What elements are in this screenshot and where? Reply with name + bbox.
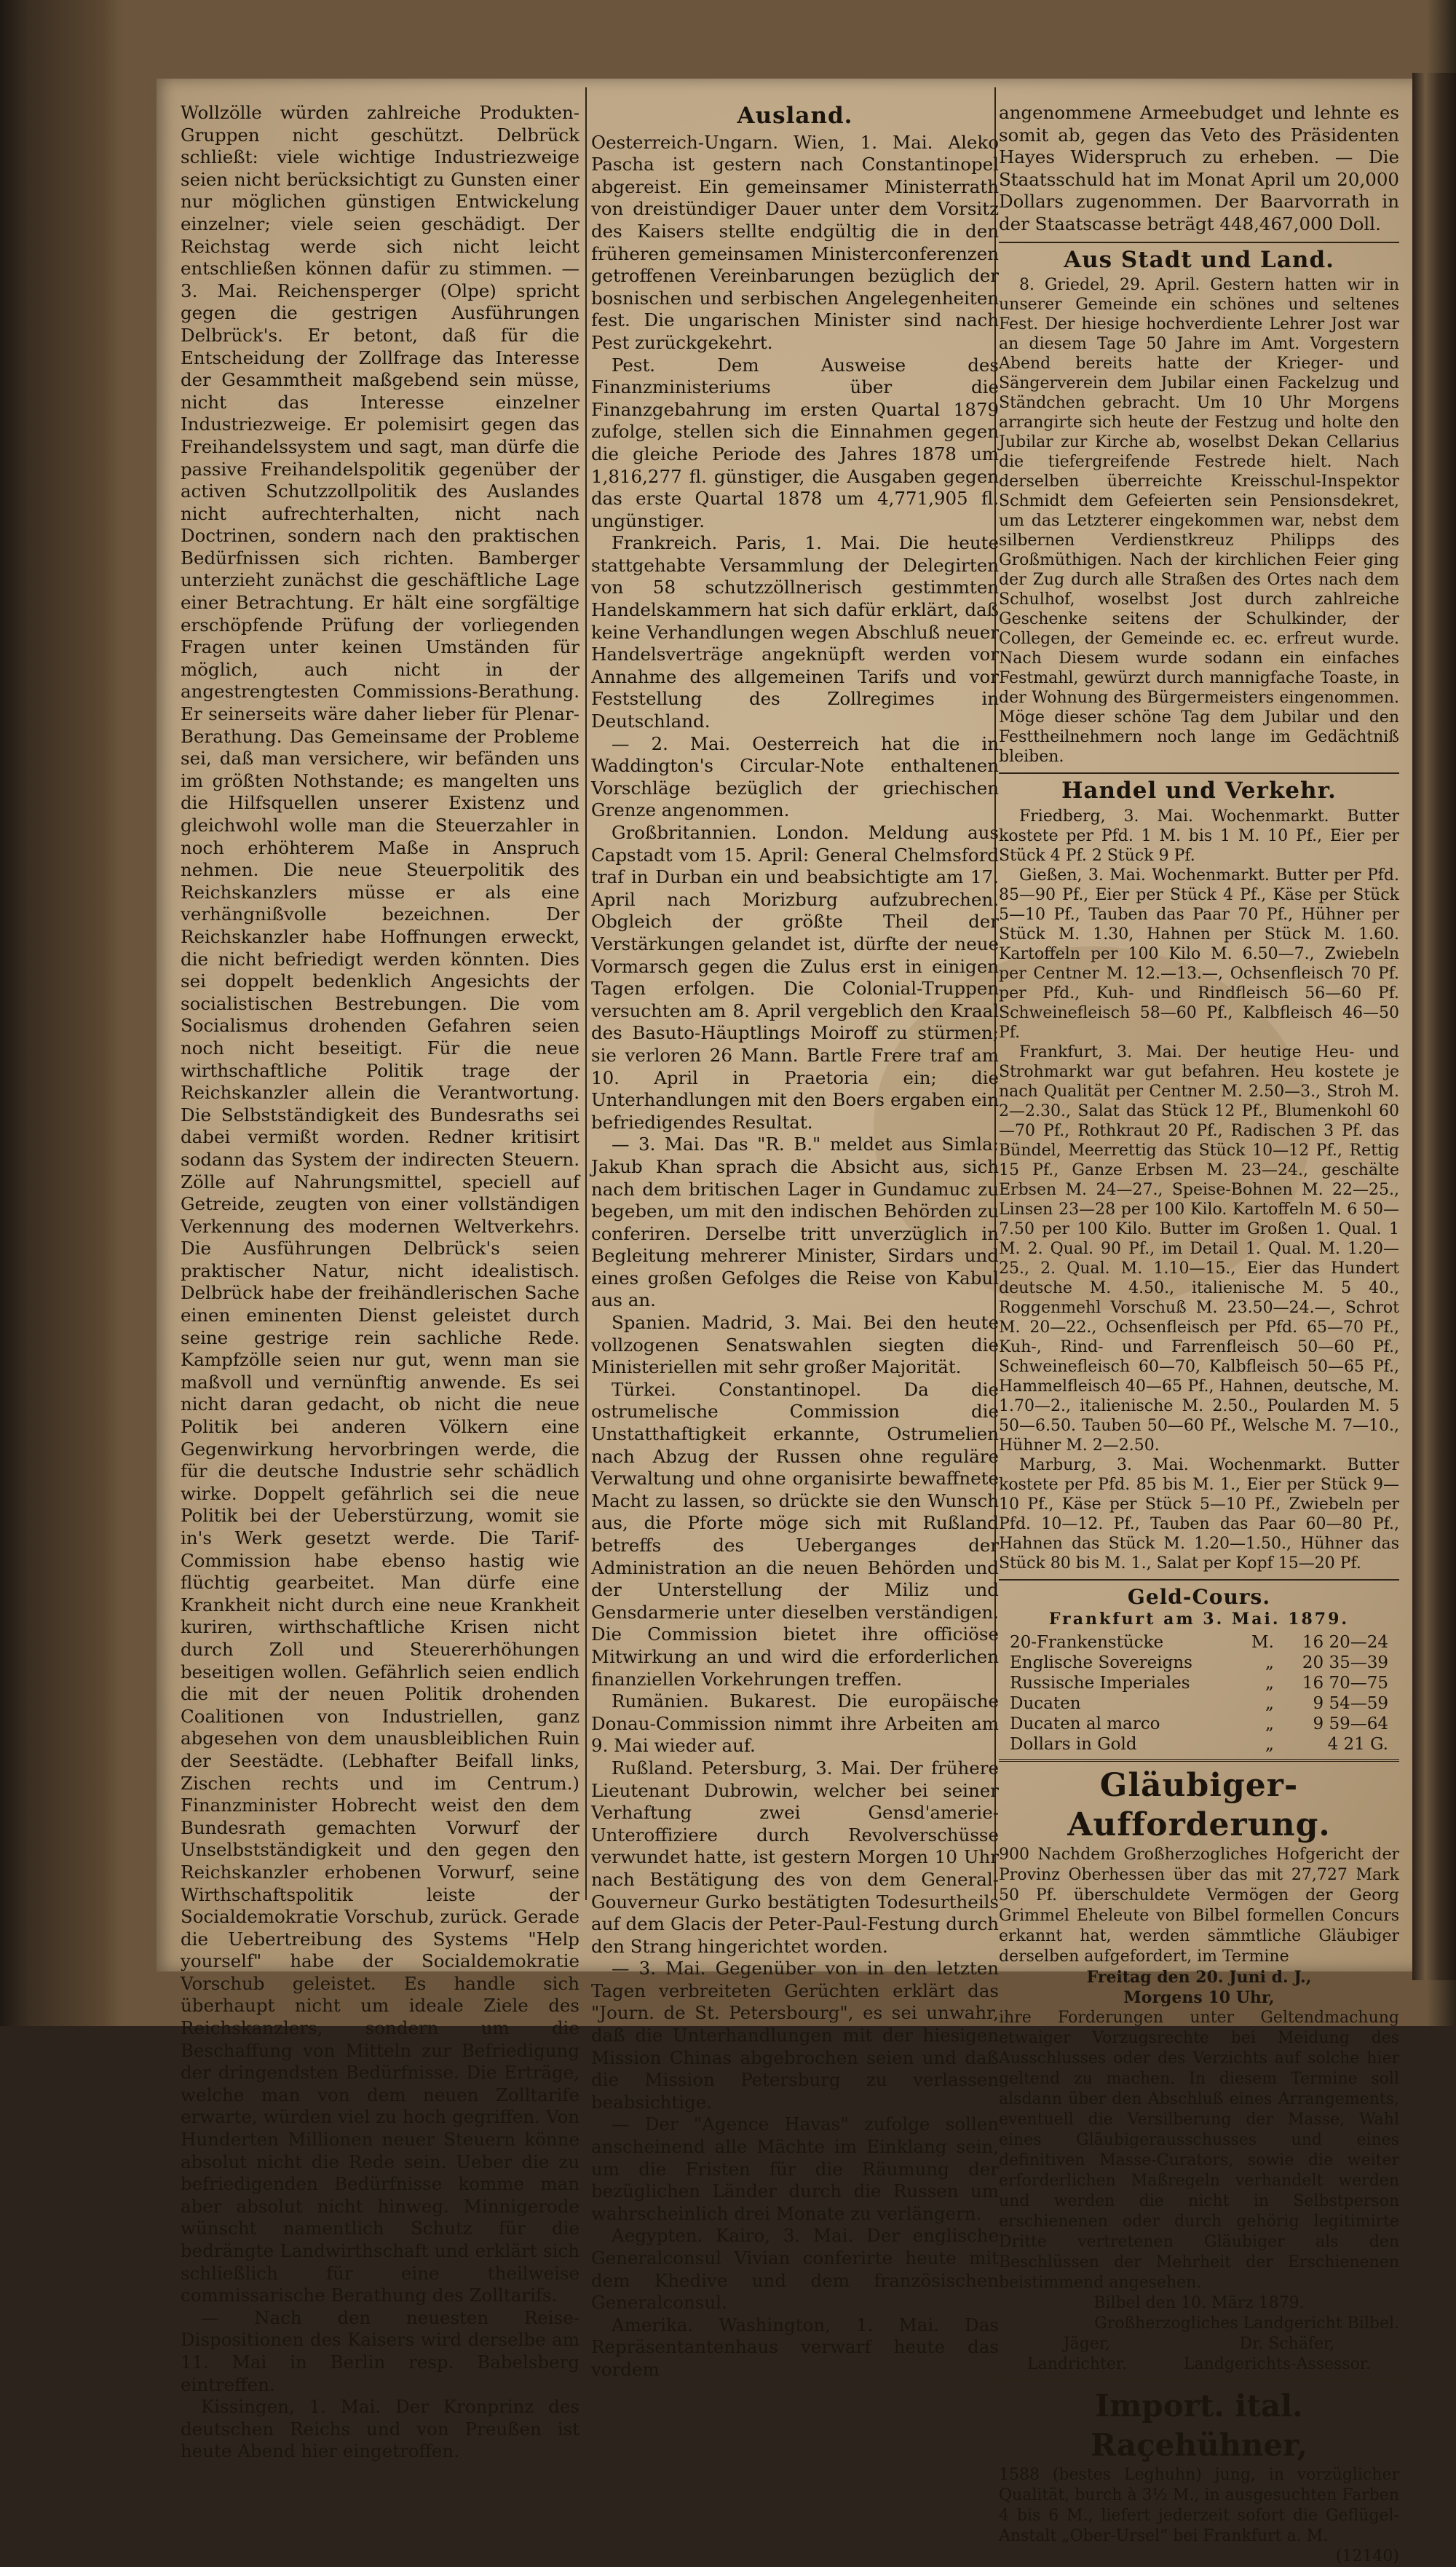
cours-unit: „ <box>1265 1714 1274 1734</box>
article-tuerkei: Türkei. Constantinopel. Da die ostrumelische Commission die Unstatthaftigkeit erkannte, Ostrumelien nach Abzug der Russen ohne reguläre Verwaltung und ohne organisirte bewaffnete Macht zu lassen, so drückte sie den Wunsch aus, die Pforte möge sich mit Rußland betreffs des Ueberganges der Administration an die neuen Behörden und der Unterstellung der Miliz und Gensdarmerie unter dieselben verständigen. Die Commission bietet ihre officiöse Mitwirkung an und wird die erforderlichen finanziellen Vorkehrungen treffen. <box>591 1378 999 1690</box>
ad-glaeubiger-text: 900 Nachdem Großherzogliches Hofgericht der Provinz Oberhessen über das mit 27,727 Mark 50 Pf. überschuldete Vermögen der Georg Grimmel Eheleute von Bilbel formellen Concurs erkannt hat, werden sämmtliche Gläubiger derselben aufgefordert, im Termine <box>999 1846 1399 1966</box>
cours-unit: M. <box>1251 1633 1274 1653</box>
ad-glaeubiger-time: Morgens 10 Uhr, <box>1123 1988 1275 2008</box>
cours-name: 20-Frankenstücke <box>1010 1633 1164 1653</box>
article-amerika: Amerika. Washington, 1. Mai. Das Repräsentantenhaus verwarf heute das vordem <box>591 2314 999 2380</box>
cours-row <box>1007 1714 1391 1734</box>
section-heading-ausland: Ausland. <box>737 103 853 129</box>
divider <box>999 772 1399 774</box>
article-russland-2: — 3. Mai. Gegenüber von in den letzten Tagen verbreiteten Gerüchten erklärt das "Journ. de St. Petersbourg", es sei unwahr, daß die Unterhandlungen mit der hiesigen Mission Chinas abgebrochen seien und daß die Mission Petersburg zu verlassen beabsichtige. <box>591 1958 999 2113</box>
article-agence-havas: — Der "Agence Havas" zufolge sollen anscheinend alle Mächte im Einklang sein, um die Fristen für die Räumung der bezüglichen Länder durch die Russen um wahrscheinlich drei Monate zu verlängern. <box>591 2113 999 2224</box>
cours-value: 9 59—64 <box>1313 1714 1388 1734</box>
ad-glaeubiger-place: Bilbel den 10. März 1879. <box>1093 2294 1305 2313</box>
divider <box>999 1759 1399 1762</box>
ad-huehner-text: 1588 (bestes Leghuhn) jung, in vorzüglicher Qualität, burch à 3½ M., in ausgesuchten Farben 4 bis 6 M., liefert jederzeit sofort die Geflügel-Anstalt „Ober-Ursel“ bei Frankfurt a. M. <box>999 2466 1399 2546</box>
divider <box>999 1579 1399 1581</box>
cours-value: 9 54—59 <box>1313 1694 1388 1714</box>
cours-row <box>1007 1632 1391 1653</box>
market-frankfurt: Frankfurt, 3. Mai. Der heutige Heu- und Strohmarkt war gut befahren. Heu kostete je nach Qualität per Centner M. 2.50—3., Stroh M. 2—2.30., Salat das Stück 12 Pf., Blumenkohl 60—70 Pf., Rothkraut 20 Pf., Radischen 3 Pf. das Bündel, Meerrettig das Stück 10—12 Pf., Rettig 15 Pf., Ganze Erbsen M. 23—24., geschälte Erbsen M. 24—27., Speise-Bohnen M. 22—25., Linsen 23—28 per 100 Kilo. Kartoffeln M. 6 50—7.50 per 100 Kilo. Butter im Großen 1. Qual. 1 M. 2. Qual. 90 Pf., im Detail 1. Qual. M. 1.20—25., 2. Qual. M. 1.10—15., Eier das Hundert deutsche M. 4.50., italienische M. 5 40., Roggenmehl Vorschuß M. 23.50—24.—, Schrot M. 20—22., Ochsenfleisch per Pfd. 65—70 Pf., Kuh-, Rind- und Farrenfleisch 50—60 Pf., Schweinefleisch 60—70, Kalbfleisch 50—65 Pf., Hammelfleisch 40—65 Pf., Hahnen, deutsche, M. 1.70—2., italienische M. 2.50., Poularden M. 5 50—6.50. Tauben 50—60 Pf., Welsche M. 7—10., Hühner M. 2—2.50. <box>999 1043 1399 1455</box>
cours-unit: „ <box>1265 1694 1274 1714</box>
cours-name: Dollars in Gold <box>1010 1735 1137 1755</box>
market-giessen: Gießen, 3. Mai. Wochenmarkt. Butter per Pfd. 85—90 Pf., Eier per Stück 4 Pf., Käse per Stück 5—10 Pf., Tauben das Paar 70 Pf., Hühner per Stück M. 1.30, Hahnen per Stück M. 1.60. Kartoffeln per 100 Kilo M. 6.50—7., Zwiebeln per Centner M. 12.—13.—, Ochsenfleisch 70 Pf. per Pfd., Kuh- und Rindfleisch 56—60 Pf. Schweinefleisch 58—60 Pf., Kalbfleisch 46—50 Pf. <box>999 866 1399 1042</box>
cours-name: Russische Imperiales <box>1010 1674 1190 1693</box>
article-spanien: Spanien. Madrid, 3. Mai. Bei den heute vollzogenen Senatswahlen siegten die Ministeriellen mit sehr großer Majorität. <box>591 1312 999 1378</box>
cours-value: 16 20—24 <box>1302 1633 1388 1653</box>
article-aegypten: Aegypten. Kairo, 3. Mai. Der englische Generalconsul Vivian conferirte heute mit dem Khedive und dem französischen Generalconsul. <box>591 2225 999 2314</box>
exchange-rate-table <box>1007 1632 1391 1755</box>
ad-glaeubiger-title: Gläubiger-Aufforderung. <box>1067 1767 1331 1844</box>
article-kissingen: Kissingen, 1. Mai. Der Kronprinz des deutschen Reichs und von Preußen ist heute Abend hier eingetroffen. <box>181 2396 579 2462</box>
article-frankreich-2: — 2. Mai. Oesterreich hat die in Waddington's Circular-Note enthaltenen Vorschläge bezüglich der griechischen Grenze angenommen. <box>591 732 999 821</box>
cours-row <box>1007 1673 1391 1693</box>
cours-unit: „ <box>1265 1653 1274 1673</box>
article-pest: Pest. Dem Ausweise des Finanzministeriums über die Finanzgebahrung im ersten Quartal 1879 zufolge, stellen sich die Einnahmen gegen die gleiche Periode des Jahres 1878 um 1,816,277 fl. günstiger, die Ausgaben gegen das erste Quartal 1878 um 4,771,905 fl. ungünstiger. <box>591 354 999 531</box>
ad-huehner-number: (12140) <box>1335 2547 1399 2566</box>
cours-unit: „ <box>1265 1674 1274 1693</box>
divider <box>999 242 1399 243</box>
signature-2: Dr. Schäfer, <box>1239 2335 1335 2354</box>
article-grossbritannien: Großbritannien. London. Meldung aus Capstadt vom 15. April: General Chelmsford traf in Durban ein und beabsichtigte am 17. April nach Morizburg aufzubrechen. Obgleich der größte Theil der Verstärkungen gelandet ist, dürfte der neue Vormarsch gegen die Zulus erst in einigen Tagen erfolgen. Die Colonial-Truppen versuchten am 8. April vergeblich den Kraal des Basuto-Häuptlings Moiroff zu stürmen; sie verloren 26 Mann. Bartle Frere traf am 10. April in Praetoria ein; die Unterhandlungen mit den Boers ergaben ein befriedigendes Resultat. <box>591 822 999 1133</box>
article-amerika-cont: angenommene Armeebudget und lehnte es somit ab, gegen das Veto des Präsidenten Hayes Widerspruch zu erheben. — Die Staatsschuld hat im Monat April um 20,000 Dollars zugenommen. Der Baarvorrath in der Staatscasse beträgt 448,467,000 Doll. <box>999 102 1399 234</box>
cours-date: Frankfurt am 3. Mai. 1879. <box>1048 1610 1350 1629</box>
ad-glaeubiger-signatures <box>999 2334 1399 2354</box>
cours-unit: „ <box>1265 1735 1274 1755</box>
cours-value: 20 35—39 <box>1302 1653 1388 1673</box>
column-rule-1 <box>585 87 587 1900</box>
divider <box>999 2379 1399 2382</box>
role-2: Landgerichts-Assessor. <box>1183 2355 1371 2374</box>
cours-row <box>1007 1734 1391 1755</box>
article-griedel: 8. Griedel, 29. April. Gestern hatten wir in unserer Gemeinde ein schönes und seltenes Fest. Der hiesige hochverdiente Lehrer Jost war an diesem Tage 50 Jahre im Amt. Vorgestern Abend bereits hatte der Krieger- und Sängerverein dem Jubilar einen Fackelzug und Ständchen gebracht. Um 10 Uhr Morgens arrangirte sich heute der Festzug und holte den Jubilar zur Kirche ab, woselbst Dekan Cellarius die tiefergreifende Festrede hielt. Nach derselben überreichte Kreisschul-Inspektor Schmidt dem Gefeierten sein Pensionsdekret, um das Letzterer eingekommen war, nebst dem silbernen Verdienstkreuz Philipps des Großmüthigen. Nach der kirchlichen Feier ging der Zug durch alle Straßen des Ortes nach dem Schulhof, woselbst Jost durch zahlreiche Geschenke seitens der Schulkinder, der Collegen, der Gemeinde ec. ec. erfreut wurde. Nach Diesem wurde sodann ein einfaches Festmahl, gewürzt durch mannigfache Toaste, in der Wohnung des Bürgermeisters eingenommen. Möge dieser schöne Tag dem Jubilar und den Festtheilnehmern noch lange im Gedächtniß bleiben. <box>999 276 1399 767</box>
role-1: Landrichter. <box>1026 2355 1127 2374</box>
ad-huehner-title: Import. ital. Raçehühner, <box>1091 2388 1307 2464</box>
ad-glaeubiger-roles <box>999 2354 1399 2375</box>
article-oesterreich: Oesterreich-Ungarn. Wien, 1. Mai. Aleko Pascha ist gestern nach Constantinopel abgereist. Ein gemeinsamer Ministerrath von dreistündiger Dauer unter dem Vorsitz des Kaisers stellte endgültig die in den früheren gemeinsamen Ministerconferenzen getroffenen Vereinbarungen bezüglich der bosnischen und serbischen Angelegenheiten fest. Die ungarischen Minister sind nach Pest zurückgekehrt. <box>591 131 999 353</box>
ad-glaeubiger-text-2: ihre Forderungen unter Geltendmachung etwaiger Vorzugsrechte bei Meidung des Ausschlusses oder des Verzichts auf solche hier geltend zu machen. In diesem Termine soll alsdann über den Abschluß eines Arrangements, eventuell die Versilberung der Masse, Wahl eines Gläubigerausschusses und eines definitiven Masse-Curators, sowie die weiter erforderlichen Maßregeln verhandelt werden und werden die nicht in Selbstperson erschienenen oder durch gehörig legitimirte Dritte vertretenen Gläubiger als den Beschlüssen der Mehrheit der Erschienenen beistimmend angesehen. <box>999 2009 1399 2293</box>
section-heading-stadt-land: Aus Stadt und Land. <box>1064 246 1334 273</box>
ad-glaeubiger-court: Großherzogliches Landgericht Bilbel. <box>1094 2314 1399 2333</box>
cours-row <box>1007 1693 1391 1714</box>
cours-row <box>1007 1653 1391 1673</box>
ad-glaeubiger-date: Freitag den 20. Juni d. J., <box>1086 1968 1312 1987</box>
page-edge <box>1412 73 1456 1980</box>
cours-value: 4 21 G. <box>1327 1735 1388 1755</box>
section-heading-handel: Handel und Verkehr. <box>1061 778 1337 804</box>
cours-name: Ducaten <box>1010 1694 1081 1714</box>
market-marburg: Marburg, 3. Mai. Wochenmarkt. Butter kostete per Pfd. 85 bis M. 1., Eier per Stück 9—10 Pf., Käse per Stück 5—10 Pf., Zwiebeln per Pfd. 10—12. Pf., Tauben das Paar 60—80 Pf., Hahnen das Stück M. 1.20—1.50., Hühner das Stück 80 bis M. 1., Salat per Kopf 15—20 Pf. <box>999 1455 1399 1573</box>
article-rumaenien: Rumänien. Bukarest. Die europäische Donau-Commission nimmt ihre Arbeiten am 9. Mai wieder auf. <box>591 1690 999 1757</box>
column-1 <box>181 102 579 2463</box>
signature-1: Jäger, <box>1063 2335 1110 2354</box>
article-frankreich: Frankreich. Paris, 1. Mai. Die heute stattgehabte Versammlung der Delegirten von 58 schutzzöllnerisch gestimmten Handelskammern hat sich dafür erklärt, daß keine Verhandlungen wegen Abschluß neuer Handelsverträge angeknüpft werden vor Annahme des allgemeinen Tarifs und vor Feststellung des Zollregimes in Deutschland. <box>591 532 999 732</box>
article-reichstag: Wollzölle würden zahlreiche Produkten-Gruppen nicht geschützt. Delbrück schließt: viele wichtige Industriezweige seien nicht berücksichtigt zu Gunsten einer nur möglichen günstigen Entwickelung einzelner; viele seien geschädigt. Der Reichstag werde sich nicht leicht entschließen können dafür zu stimmen. — 3. Mai. Reichensperger (Olpe) spricht gegen die gestrigen Ausführungen Delbrück's. Er betont, daß für die Entscheidung der Zollfrage das Interesse der Gesammtheit maßgebend sein müsse, nicht das Interesse einzelner Industriezweige. Er polemisirt gegen das Freihandelssystem und sagt, man dürfe die passive Freihandelspolitik gegenüber der activen Schutzzollpolitik des Auslandes nicht aufrechterhalten, nicht nach Doctrinen, sondern nach den praktischen Bedürfnissen sich richten. Bamberger unterzieht zunächst die geschäftliche Lage einer Betrachtung. Er hält eine sorgfältige erschöpfende Prüfung der vorliegenden Fragen unter keinen Umständen für möglich, auch nicht in der angestrengtesten Commissions-Berathung. Er seinerseits wäre daher lieber für Plenar-Berathung. Das Gemeinsame der Probleme sei, daß man versichere, wir befänden uns im größten Nothstande; es mangelten uns die Hilfsquellen unserer Existenz und gleichwohl wolle man die Steuerzahler in noch erhöhterem Maße in Anspruch nehmen. Die neue Steuerpolitik des Reichskanzlers müsse er als eine verhängnißvolle bezeichnen. Der Reichskanzler habe Hoffnungen erweckt, die nicht befriedigt werden könnten. Dies sei doppelt bedenklich Angesichts der socialistischen Bestrebungen. Die vom Socialismus drohenden Gefahren seien noch nicht beseitigt. Für die neue wirthschaftliche Politik trage der Reichskanzler allein die Verantwortung. Die Selbstständigkeit des Bundesraths sei dabei vermißt worden. Redner kritisirt sodann das System der indirecten Steuern. Zölle auf Nahrungsmittel, speciell auf Getreide, zeugten von einer vollständigen Verkennung des modernen Weltverkehrs. Die Ausführungen Delbrück's seien praktischer Natur, nicht idealistisch. Delbrück habe der freihändlerischen Sache einen eminenten Dienst geleistet durch seine gestrige rein sachliche Rede. Kampfzölle seien nur gut, wenn man sie maßvoll und vernünftig anwende. Es sei nicht daran gedacht, ob nicht die neue Politik bei anderen Völkern eine Gegenwirkung hervorbringen werde, die für die deutsche Industrie sehr schädlich wirke. Doppelt gefährlich sei die neue Politik bei der Ueberstürzung, womit sie in's Werk gesetzt werde. Die Tarif-Commission habe ebenso hastig wie flüchtig gearbeitet. Man dürfe eine Krankheit nicht durch eine neue Krankheit kuriren, wirthschaftliche Krisen nicht durch Zoll und Steuererhöhungen beseitigen wollen. Gefährlich seien endlich die mit der neuen Politik drohenden Coalitionen von Industriellen, ganz abgesehen von dem unausbleiblichen Ruin der Seestädte. (Lebhafter Beifall links, Zischen rechts und im Centrum.) Finanzminister Hobrecht weist den dem Bundesrath gemachten Vorwurf der Unselbstständigkeit und den gegen den Reichskanzler erhobenen Vorwurf, seine Wirthschaftspolitik leiste der Socialdemokratie Vorschub, zurück. Gerade die Uebertreibung des Systems "Help yourself" habe der Socialdemokratie Vorschub geleistet. Es handle sich überhaupt nicht um ideale Ziele des Reichskanzlers, sondern um die Beschaffung von Mitteln zur Befriedigung der dringendsten Bedürfnisse. Die Erträge, welche man von dem neuen Zolltarife erwarte, würden viel zu hoch gegriffen. Von Hunderten Millionen neuer Steuern könne absolut nicht die Rede sein. Ueber die zu befriedigenden Bedürfnisse komme man aber absolut nicht hinweg. Minnigerode wünscht namentlich Schutz für die bedrängte Landwirthschaft und erklärt sich schließlich für eine theilweise commissarische Berathung des Zolltarifs. <box>181 102 579 2306</box>
section-heading-geld-cours: Geld-Cours. <box>1127 1584 1271 1609</box>
article-simla: — 3. Mai. Das "R. B." meldet aus Simla: Jakub Khan sprach die Absicht aus, sich nach dem britischen Lager in Gundamuc zu begeben, um mit den indischen Behörden zu conferiren. Derselbe tritt unverzüglich in Begleitung mehrerer Minister, Sirdars und eines großen Gefolges die Reise von Kabul aus an. <box>591 1134 999 1311</box>
article-kaiser-reise: — Nach den neuesten Reise-Dispositionen des Kaisers wird derselbe am 11. Mai in Berlin resp. Babelsberg eintreffen. <box>181 2306 579 2395</box>
article-russland: Rußland. Petersburg, 3. Mai. Der frühere Lieutenant Dubrowin, welcher bei seiner Verhaftung zwei Gensd'amerie-Unteroffiziere durch Revolverschüsse verwundet hatte, ist gestern Morgen 10 Uhr nach Bestätigung des von dem General-Gouverneur Gurko bestätigten Todesurtheils auf dem Glacis der Peter-Paul-Festung durch den Strang hingerichtet worden. <box>591 1757 999 1957</box>
column-2 <box>591 102 999 2381</box>
cours-name: Ducaten al marco <box>1010 1714 1160 1734</box>
market-friedberg: Friedberg, 3. Mai. Wochenmarkt. Butter kostete per Pfd. 1 M. bis 1 M. 10 Pf., Eier per Stück 4 Pf. 2 Stück 9 Pf. <box>999 807 1399 865</box>
cours-name: Englische Sovereigns <box>1010 1653 1192 1673</box>
cours-value: 16 70—75 <box>1302 1674 1388 1693</box>
column-3 <box>999 102 1399 2567</box>
